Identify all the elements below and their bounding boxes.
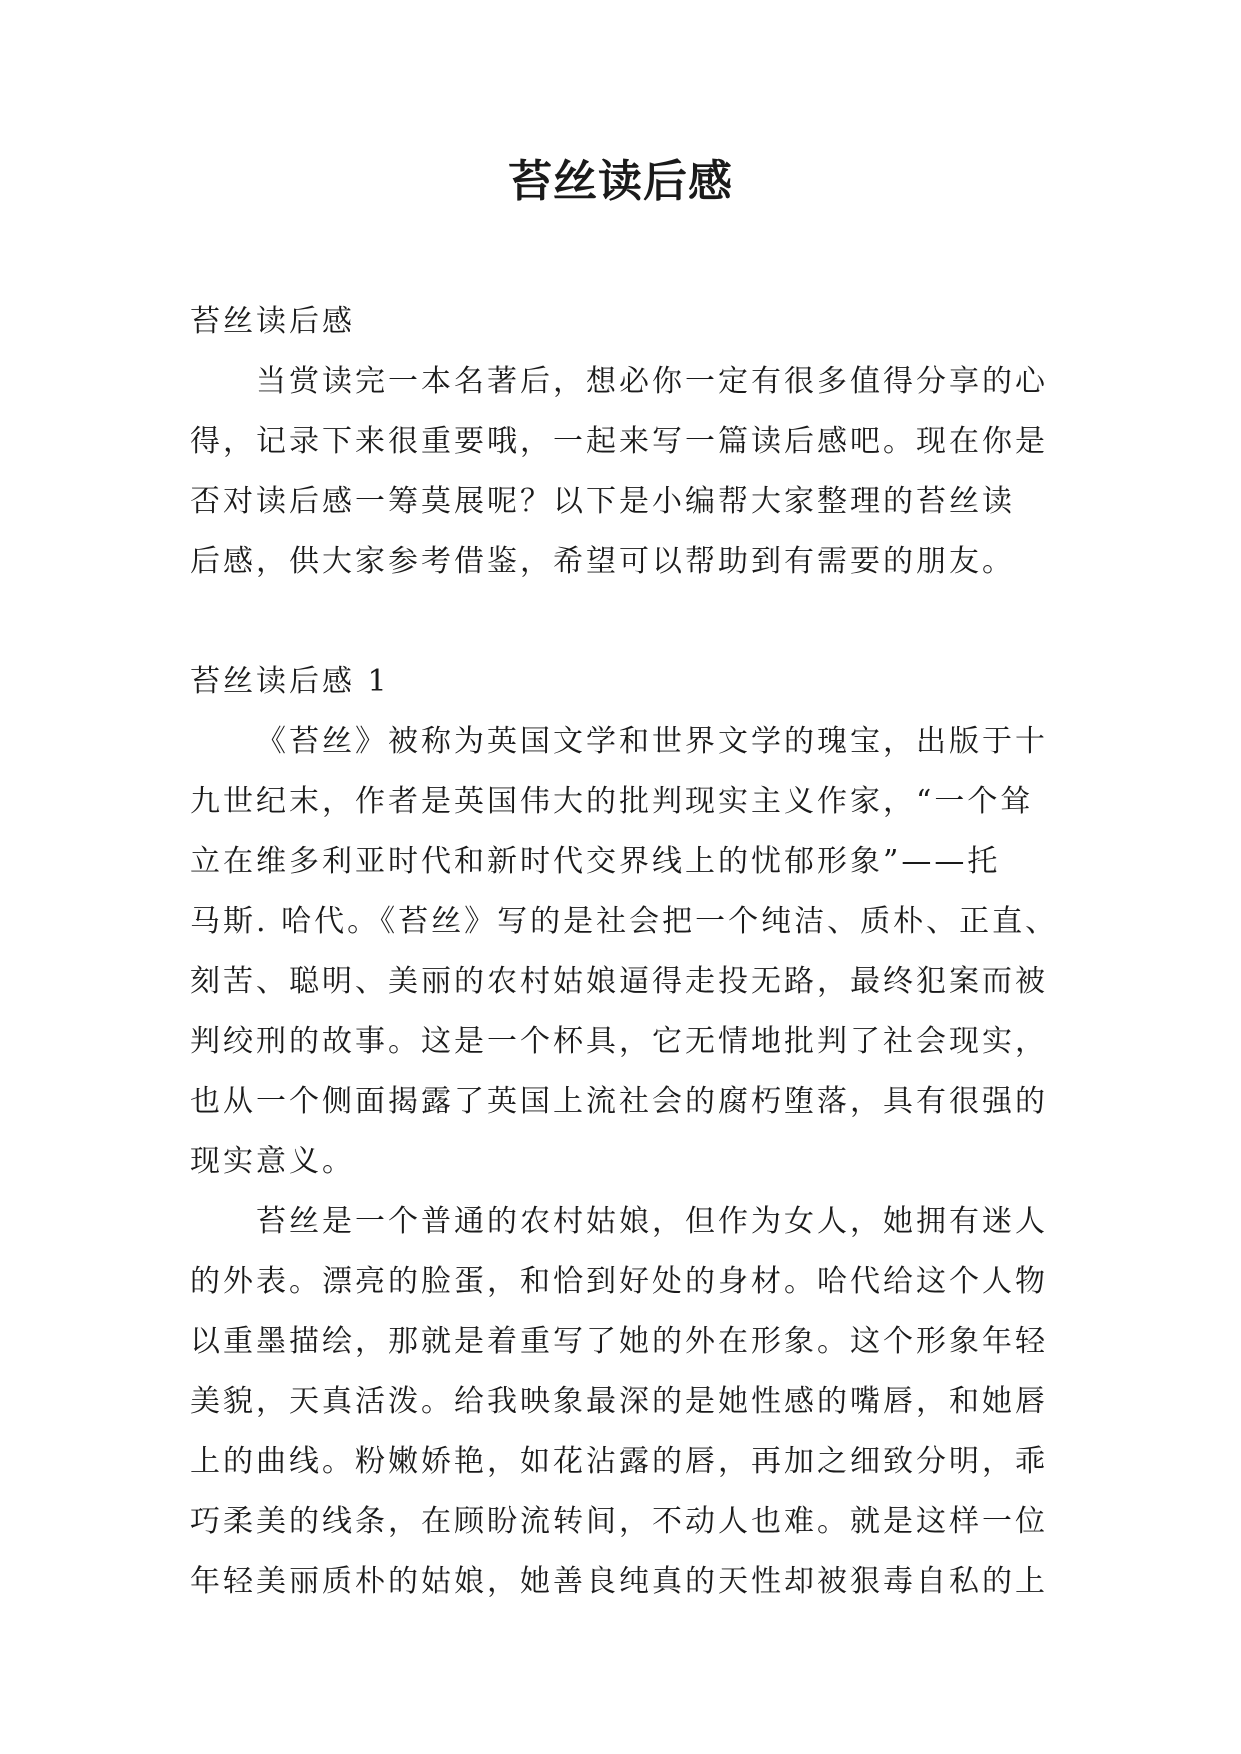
paragraph-line: 《苔丝》被称为英国文学和世界文学的瑰宝，出版于十 xyxy=(256,724,1048,759)
section1-heading: 苔丝读后感 1 xyxy=(190,664,390,699)
paragraph-line: 马斯. 哈代。《苔丝》写的是社会把一个纯洁、质朴、正直、 xyxy=(190,904,1059,939)
paragraph-line: 苔丝是一个普通的农村姑娘，但作为女人，她拥有迷人 xyxy=(256,1204,1048,1239)
intro-line: 得，记录下来很重要哦，一起来写一篇读后感吧。现在你是 xyxy=(190,424,1048,459)
paragraph-line: 美貌，天真活泼。给我映象最深的是她性感的嘴唇，和她唇 xyxy=(190,1384,1048,1419)
intro-line: 后感，供大家参考借鉴，希望可以帮助到有需要的朋友。 xyxy=(190,544,1015,579)
intro-line: 当赏读完一本名著后，想必你一定有很多值得分享的心 xyxy=(256,364,1048,399)
paragraph-line: 立在维多利亚时代和新时代交界线上的忧郁形象”——托 xyxy=(190,844,1001,879)
paragraph-line: 年轻美丽质朴的姑娘，她善良纯真的天性却被狠毒自私的上 xyxy=(190,1564,1048,1599)
paragraph-line: 判绞刑的故事。这是一个杯具，它无情地批判了社会现实， xyxy=(190,1024,1048,1059)
paragraph-line: 九世纪末，作者是英国伟大的批判现实主义作家，“一个耸 xyxy=(190,784,1034,819)
document-body xyxy=(190,292,1065,1612)
intro-heading: 苔丝读后感 xyxy=(190,304,355,339)
paragraph-line: 刻苦、聪明、美丽的农村姑娘逼得走投无路，最终犯案而被 xyxy=(190,964,1048,999)
section-spacer xyxy=(190,592,1065,652)
paragraph-line: 以重墨描绘，那就是着重写了她的外在形象。这个形象年轻 xyxy=(190,1324,1048,1359)
document-title: 苔丝读后感 xyxy=(508,156,733,207)
paragraph-line: 的外表。漂亮的脸蛋，和恰到好处的身材。哈代给这个人物 xyxy=(190,1264,1048,1299)
paragraph-line: 上的曲线。粉嫩娇艳，如花沾露的唇，再加之细致分明，乖 xyxy=(190,1444,1048,1479)
paragraph-line: 现实意义。 xyxy=(190,1144,355,1179)
paragraph-line: 巧柔美的线条，在顾盼流转间，不动人也难。就是这样一位 xyxy=(190,1504,1048,1539)
intro-line: 否对读后感一筹莫展呢？以下是小编帮大家整理的苔丝读 xyxy=(190,484,1015,519)
paragraph-line: 也从一个侧面揭露了英国上流社会的腐朽堕落，具有很强的 xyxy=(190,1084,1048,1119)
